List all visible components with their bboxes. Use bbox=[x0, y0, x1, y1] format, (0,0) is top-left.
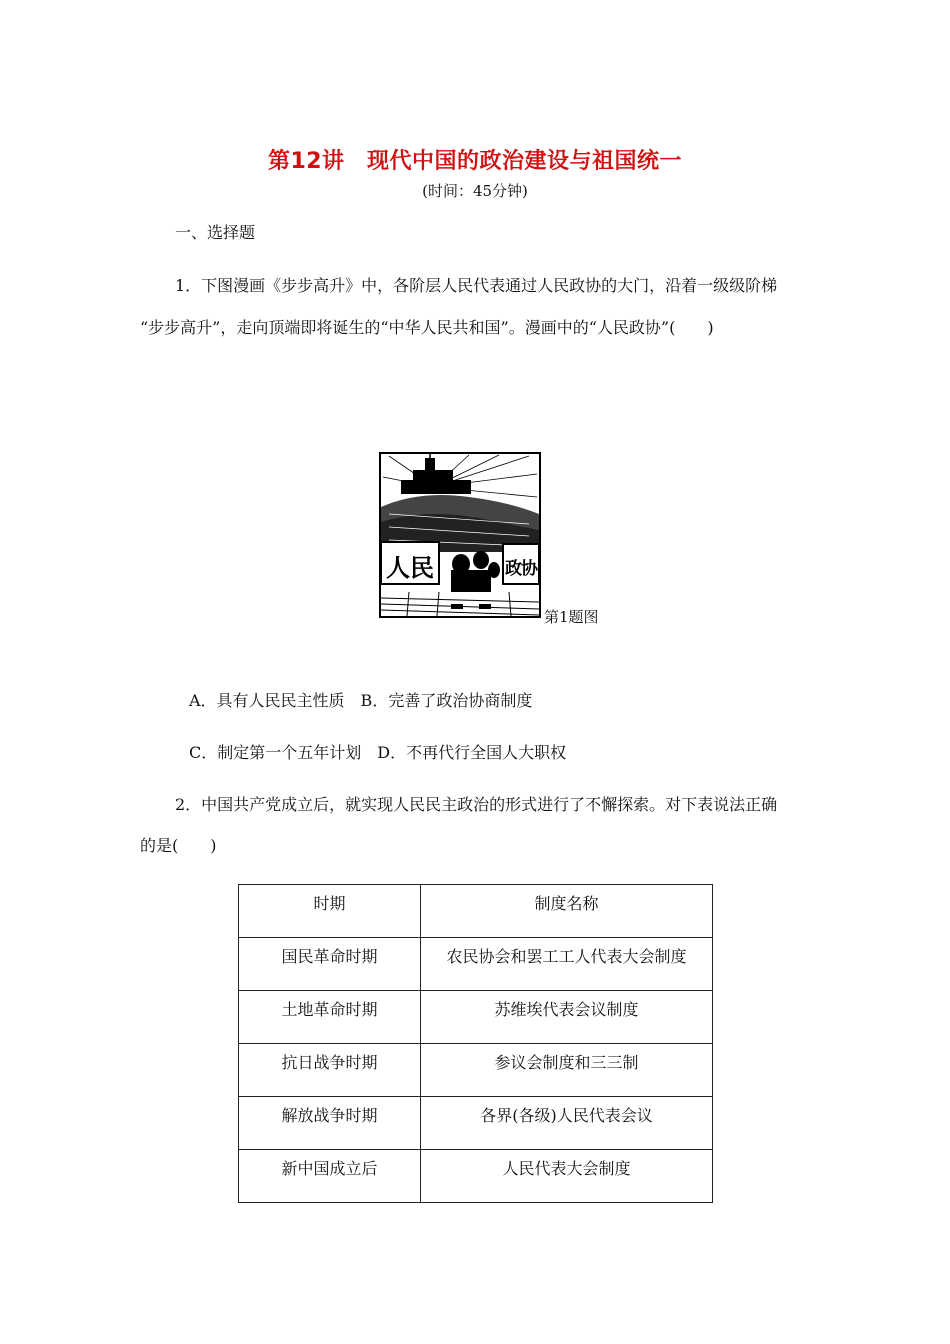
q2-line1: 2．中国共产党成立后，就实现人民民主政治的形式进行了不懈探索。对下表说法正确 bbox=[175, 795, 778, 814]
q2-line2: 的是( ) bbox=[140, 836, 217, 855]
cartoon-label-left: 人民 bbox=[386, 554, 434, 582]
figure-caption: 第1题图 bbox=[544, 608, 599, 626]
table-row bbox=[239, 1044, 713, 1097]
table-header: 时期 bbox=[239, 885, 421, 938]
cartoon-figure bbox=[379, 452, 541, 618]
time-note: (时间：45分钟) bbox=[422, 182, 528, 200]
table-cell-system: 苏维埃代表会议制度 bbox=[421, 991, 713, 1044]
table-cell-system: 各界(各级)人民代表会议 bbox=[421, 1097, 713, 1150]
q1-options-cd: C．制定第一个五年计划 D．不再代行全国人大职权 bbox=[189, 743, 567, 762]
cartoon-label-right: 政协 bbox=[505, 559, 537, 579]
q1-line2: “步步高升”，走向顶端即将诞生的“中华人民共和国”。漫画中的“人民政协”( ) bbox=[140, 318, 714, 337]
table-header-row bbox=[239, 885, 713, 938]
table-cell-period: 新中国成立后 bbox=[239, 1150, 421, 1203]
period-system-table bbox=[238, 884, 713, 1203]
table-cell-period: 土地革命时期 bbox=[239, 991, 421, 1044]
q1-options-ab: A．具有人民民主性质 B．完善了政治协商制度 bbox=[189, 691, 533, 710]
table-row bbox=[239, 1097, 713, 1150]
table-cell-period: 国民革命时期 bbox=[239, 938, 421, 991]
table-row bbox=[239, 991, 713, 1044]
table-row bbox=[239, 1150, 713, 1203]
table-header: 制度名称 bbox=[421, 885, 713, 938]
table-cell-system: 农民协会和罢工工人代表大会制度 bbox=[421, 938, 713, 991]
table-cell-system: 参议会制度和三三制 bbox=[421, 1044, 713, 1097]
table-cell-period: 解放战争时期 bbox=[239, 1097, 421, 1150]
section-heading: 一、选择题 bbox=[175, 223, 256, 242]
table-cell-system: 人民代表大会制度 bbox=[421, 1150, 713, 1203]
q1-line1: 1．下图漫画《步步高升》中，各阶层人民代表通过人民政协的大门，沿着一级级阶梯 bbox=[175, 276, 778, 295]
table-row bbox=[239, 938, 713, 991]
table-cell-period: 抗日战争时期 bbox=[239, 1044, 421, 1097]
page-title: 第12讲 现代中国的政治建设与祖国统一 bbox=[267, 149, 683, 174]
